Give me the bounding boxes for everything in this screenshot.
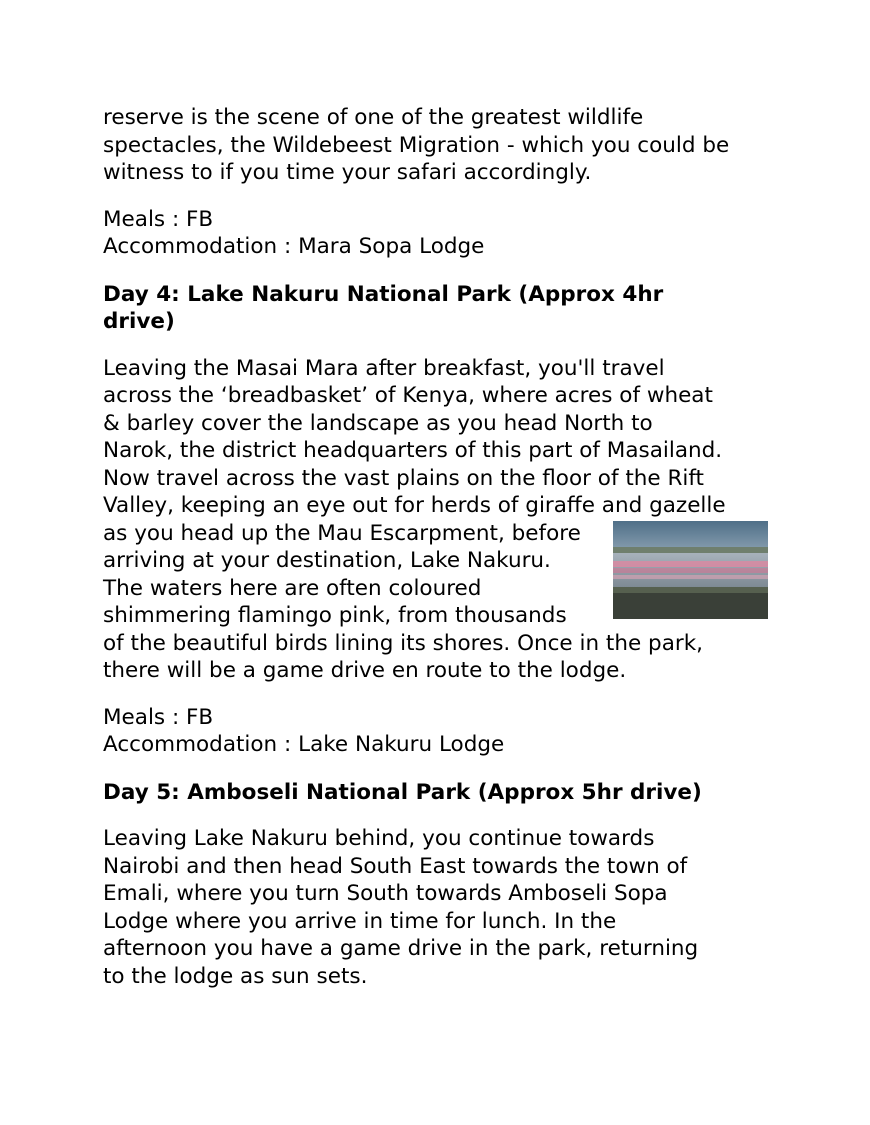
meals-text: Meals : FB bbox=[103, 206, 214, 232]
day3-info bbox=[103, 206, 773, 261]
day5-line: to the lodge as sun sets. bbox=[103, 963, 368, 989]
day4-heading-line: drive) bbox=[103, 309, 175, 334]
intro-line: witness to if you time your safari accordingly. bbox=[103, 160, 592, 185]
meals-text: Meals : FB bbox=[103, 704, 214, 730]
day5-heading-line: Day 5: Amboseli National Park (Approx 5hr drive) bbox=[103, 779, 702, 805]
day5-line: Leaving Lake Nakuru behind, you continue towards bbox=[103, 826, 655, 851]
intro-line: reserve is the scene of one of the greatest wildlife bbox=[103, 105, 644, 130]
day5-heading bbox=[103, 779, 773, 807]
day4-line: shimmering flamingo pink, from thousands bbox=[103, 603, 567, 628]
day5-line: Emali, where you turn South towards Amboseli Sopa bbox=[103, 881, 668, 906]
day4-line: Valley, keeping an eye out for herds of giraffe and gazelle bbox=[103, 493, 726, 518]
intro-line: spectacles, the Wildebeest Migration - which you could be bbox=[103, 132, 730, 158]
day4-heading-line: Day 4: Lake Nakuru National Park (Approx 4hr bbox=[103, 281, 664, 307]
day5-line: Lodge where you arrive in time for lunch. In the bbox=[103, 908, 617, 934]
day5-line: afternoon you have a game drive in the park, returning bbox=[103, 936, 699, 961]
day4-line: Now travel across the vast plains on the floor of the Rift bbox=[103, 465, 704, 491]
day5-line: Nairobi and then head South East towards the town of bbox=[103, 853, 688, 879]
accommodation-text: Accommodation : Lake Nakuru Lodge bbox=[103, 732, 505, 757]
day4-line: The waters here are often coloured bbox=[103, 575, 482, 601]
document-page bbox=[103, 104, 773, 990]
day4-line: of the beautiful birds lining its shores. Once in the park, bbox=[103, 630, 703, 656]
day4-line: as you head up the Mau Escarpment, before bbox=[103, 520, 581, 546]
day4-line: arriving at your destination, Lake Nakuru. bbox=[103, 548, 551, 573]
day4-info bbox=[103, 704, 773, 759]
flamingo-lake-photo bbox=[613, 521, 768, 619]
day4-line: & barley cover the landscape as you head North to bbox=[103, 410, 653, 436]
day4-heading bbox=[103, 281, 773, 336]
intro-paragraph bbox=[103, 104, 773, 187]
day4-line: across the ‘breadbasket’ of Kenya, where acres of wheat bbox=[103, 383, 713, 408]
day4-line: Leaving the Masai Mara after breakfast, you'll travel bbox=[103, 355, 665, 381]
day4-paragraph bbox=[103, 355, 773, 685]
accommodation-text: Accommodation : Mara Sopa Lodge bbox=[103, 234, 485, 259]
day4-line: Narok, the district headquarters of this part of Masailand. bbox=[103, 438, 723, 463]
day5-paragraph bbox=[103, 825, 773, 990]
day4-line: there will be a game drive en route to the lodge. bbox=[103, 658, 627, 683]
